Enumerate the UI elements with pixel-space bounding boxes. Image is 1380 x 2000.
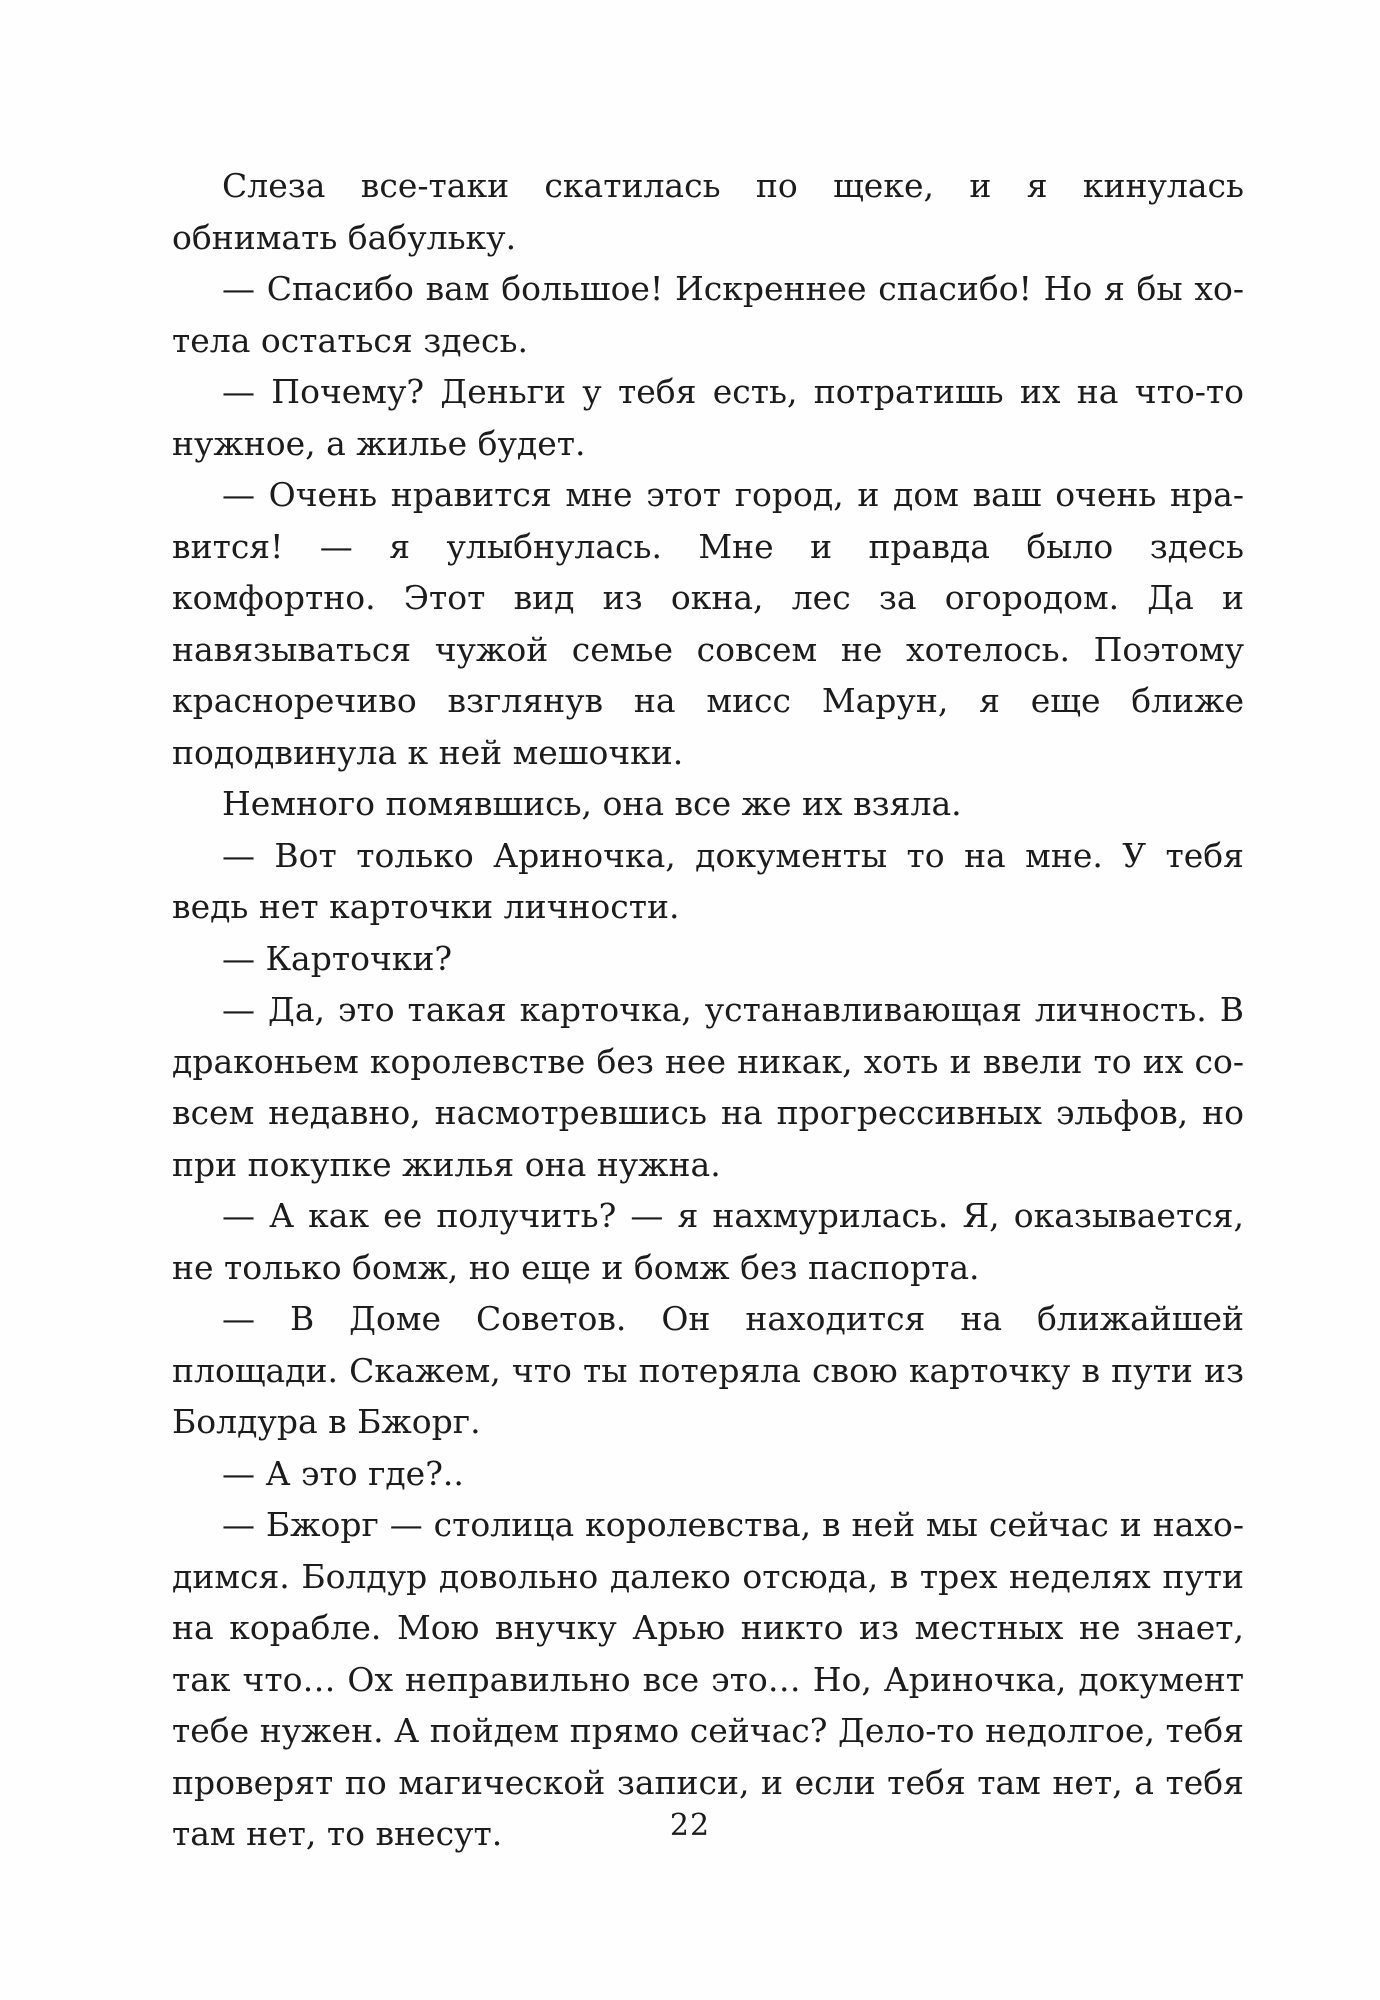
paragraph-8: — Да, это такая карточка, устанавливающая личность. В драконьем королевстве без нее никак, хоть и ввели то их совсем недавно, насмотревшись на прогрессивных эльфов, но при покупке жилья она нужна. <box>172 990 1244 1184</box>
paragraph-4: — Очень нравится мне этот город, и дом ваш очень нравится! — я улыбнулась. Мне и правда было здесь комфортно. Этот вид из окна, лес за огородом. Да и навязываться чужой семье совсем не хотелось. Поэтому красноречиво взглянув на мисс Марун, я еще ближе пододвинула к ней мешочки. <box>172 475 1244 772</box>
paragraph-12: — Бжорг — столица королевства, в ней мы сейчас и находимся. Болдур довольно далеко отсюда, в трех неделях пути на корабле. Мою внучку Арью никто из местных не знает, так что… Ох неправильно все это… Но, Ариночка, документ тебе нужен. А пойдем прямо сейчас? Дело-то недолгое, тебя проверят по магической записи, и если тебя там нет, а тебя там нет, то внесут. <box>172 1505 1244 1853</box>
paragraph-5: Немного помявшись, она все же их взяла. <box>222 784 962 823</box>
paragraph-3: — Почему? Деньги у тебя есть, потратишь их на что-то нужное, а жилье будет. <box>172 372 1244 463</box>
paragraph-11: — А это где?.. <box>222 1453 464 1493</box>
paragraph-2: — Спасибо вам большое! Искреннее спасибо! Но я бы хотела остаться здесь. <box>172 269 1244 360</box>
page-number: 22 <box>669 1808 711 1843</box>
paragraph-7: — Карточки? <box>222 938 453 978</box>
paragraph-1: Слеза все-таки скатилась по щеке, и я кинулась обнимать бабульку. <box>172 166 1244 257</box>
paragraph-6: — Вот только Ариночка, документы то на мне. У тебя ведь нет карточки личности. <box>172 835 1244 926</box>
page-body-text <box>172 160 1244 1860</box>
paragraph-10: — В Доме Советов. Он находится на ближайшей площади. Скажем, что ты потеряла свою карточку в пути из Болдура в Бжорг. <box>172 1299 1244 1441</box>
paragraph-9: — А как ее получить? — я нахмурилась. Я, оказывается, не только бомж, но еще и бомж без паспорта. <box>172 1196 1244 1287</box>
